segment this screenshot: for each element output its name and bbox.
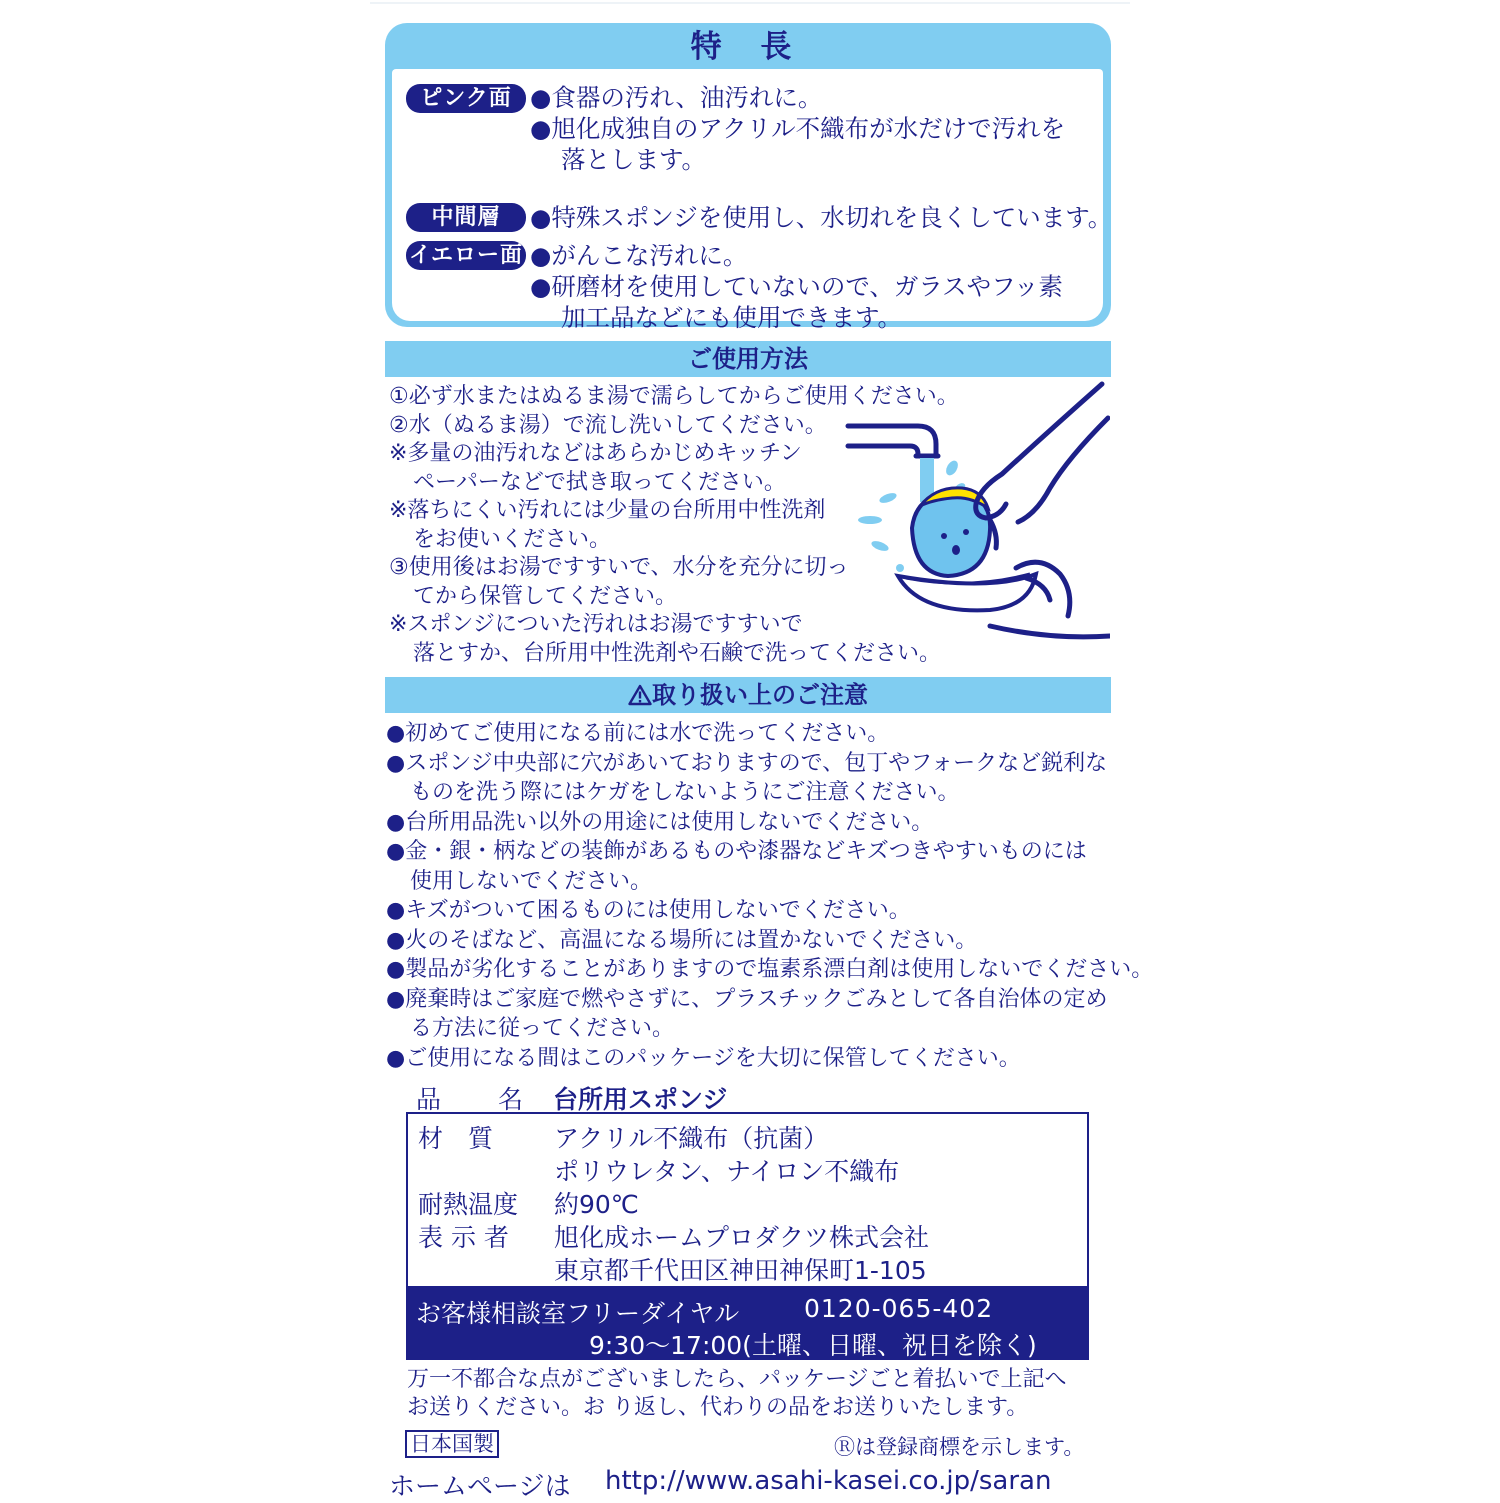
caution-line: ●スポンジ中央部に穴があいておりますので、包丁やフォークなど鋭利な bbox=[386, 750, 1108, 776]
feature-label-pink: ピンク面 bbox=[406, 84, 526, 113]
feature-line: ●食器の汚れ、油汚れに。 bbox=[530, 83, 823, 112]
notice-line: お送りください。お り返し、代わりの品をお送りいたします。 bbox=[407, 1395, 1029, 1420]
caution-line: ものを洗う際にはケガをしないようにご注意ください。 bbox=[410, 780, 960, 805]
homepage-line bbox=[389, 1466, 1052, 1503]
homepage-url[interactable]: http://www.asahi-kasei.co.jp/saran bbox=[605, 1466, 1052, 1496]
caution-line: ●ご使用になる間はこのパッケージを大切に保管してください。 bbox=[386, 1045, 1021, 1071]
features-body bbox=[392, 69, 1113, 332]
contact-phone: 0120-065-402 bbox=[804, 1294, 994, 1323]
caution-line: ●初めてご使用になる前には水で洗ってください。 bbox=[386, 721, 890, 746]
caution-line: ●廃棄時はご家庭で燃やさずに、プラスチックごみとして各自治体の定め bbox=[386, 986, 1108, 1012]
return-notice bbox=[407, 1366, 1067, 1422]
contact-label: お客様相談室フリーダイヤル bbox=[416, 1299, 740, 1328]
spec-value: ポリウレタン、ナイロン不織布 bbox=[554, 1157, 900, 1186]
usage-line: ②水（ぬるま湯）で流し洗いしてください。 bbox=[389, 412, 827, 438]
features-title: 特 長 bbox=[690, 29, 806, 65]
caution-line: ●台所用品洗い以外の用途には使用しないでください。 bbox=[386, 809, 934, 835]
usage-line: 落とすか、台所用中性洗剤や石鹸で洗ってください。 bbox=[413, 640, 942, 666]
feature-line: ●旭化成独自のアクリル不織布が水だけで汚れを bbox=[530, 114, 1066, 143]
feature-label-yellow: イエロー面 bbox=[406, 241, 526, 270]
caution-list bbox=[386, 719, 1153, 1073]
usage-line: てから保管してください。 bbox=[413, 583, 678, 609]
caution-line: る方法に従ってください。 bbox=[410, 1016, 675, 1041]
product-name-label: 品 bbox=[416, 1085, 442, 1114]
hand-icon bbox=[976, 384, 1108, 548]
homepage-label: ホームページは bbox=[389, 1472, 571, 1502]
usage-line: ①必ず水またはぬるま湯で濡らしてからご使用ください。 bbox=[389, 384, 959, 409]
spec-value: 東京都千代田区神田神保町1-105 bbox=[554, 1256, 927, 1285]
usage-line: ※落ちにくい汚れには少量の台所用中性洗剤 bbox=[389, 498, 826, 523]
usage-line: ※多量の油汚れなどはあらかじめキッチン bbox=[389, 441, 802, 466]
usage-line: をお使いください。 bbox=[413, 526, 612, 552]
caution-title: 取り扱い上のご注意 bbox=[652, 681, 868, 709]
feature-line: ●がんこな汚れに。 bbox=[530, 241, 748, 270]
spec-label: 耐熱温度 bbox=[418, 1190, 519, 1219]
usage-title: ご使用方法 bbox=[688, 345, 808, 373]
caution-line: 使用しないでください。 bbox=[410, 868, 653, 894]
warning-triangle-icon bbox=[628, 684, 652, 706]
usage-line: ペーパーなどで拭き取ってください。 bbox=[413, 469, 786, 495]
spec-label: 表 示 者 bbox=[418, 1223, 509, 1252]
spec-value: 旭化成ホームプロダクツ株式会社 bbox=[554, 1223, 930, 1252]
features-panel bbox=[385, 23, 1113, 332]
product-name-label: 名 bbox=[498, 1085, 524, 1114]
top-divider bbox=[370, 2, 1130, 4]
washing-illustration bbox=[840, 378, 1110, 648]
origin-label: 日本国製 bbox=[405, 1430, 499, 1458]
notice-line: 万一不都合な点がございましたら、パッケージごと着払いで上記へ bbox=[407, 1367, 1067, 1392]
feature-line: ●特殊スポンジを使用し、水切れを良くしています。 bbox=[530, 203, 1113, 232]
spec-value: 約90℃ bbox=[554, 1190, 639, 1219]
product-name-value: 台所用スポンジ bbox=[553, 1085, 728, 1114]
usage-header bbox=[385, 341, 1111, 377]
trademark-notice: Ⓡは登録商標を示します。 bbox=[834, 1435, 1085, 1459]
feature-label-middle: 中間層 bbox=[406, 203, 526, 232]
contact-hours: 9:30～17:00(土曜、日曜、祝日を除く) bbox=[589, 1331, 1037, 1360]
caution-line: ●金・銀・柄などの装飾があるものや漆器などキズつきやすいものには bbox=[386, 839, 1087, 864]
caution-line: ●キズがついて困るものには使用しないでください。 bbox=[386, 898, 911, 923]
feature-line: 落とします。 bbox=[561, 145, 707, 174]
spec-label: 材 質 bbox=[418, 1124, 494, 1153]
caution-header bbox=[385, 677, 1111, 713]
usage-line: ③使用後はお湯ですすいで、水分を充分に切っ bbox=[389, 555, 849, 580]
spec-value: アクリル不織布（抗菌） bbox=[554, 1124, 829, 1153]
usage-line: ※スポンジについた汚れはお湯ですすいで bbox=[389, 612, 803, 637]
faucet-icon bbox=[848, 426, 936, 456]
caution-line: ●製品が劣化することがありますので塩素系漂白剤は使用しないでください。 bbox=[386, 957, 1154, 982]
caution-line: ●火のそばなど、高温になる場所には置かないでください。 bbox=[386, 927, 978, 953]
feature-line: ●研磨材を使用していないので、ガラスやフッ素 bbox=[530, 272, 1063, 301]
feature-line: 加工品などにも使用できます。 bbox=[561, 303, 903, 332]
customer-contact bbox=[406, 1288, 1089, 1360]
spec-table bbox=[406, 1112, 1089, 1288]
